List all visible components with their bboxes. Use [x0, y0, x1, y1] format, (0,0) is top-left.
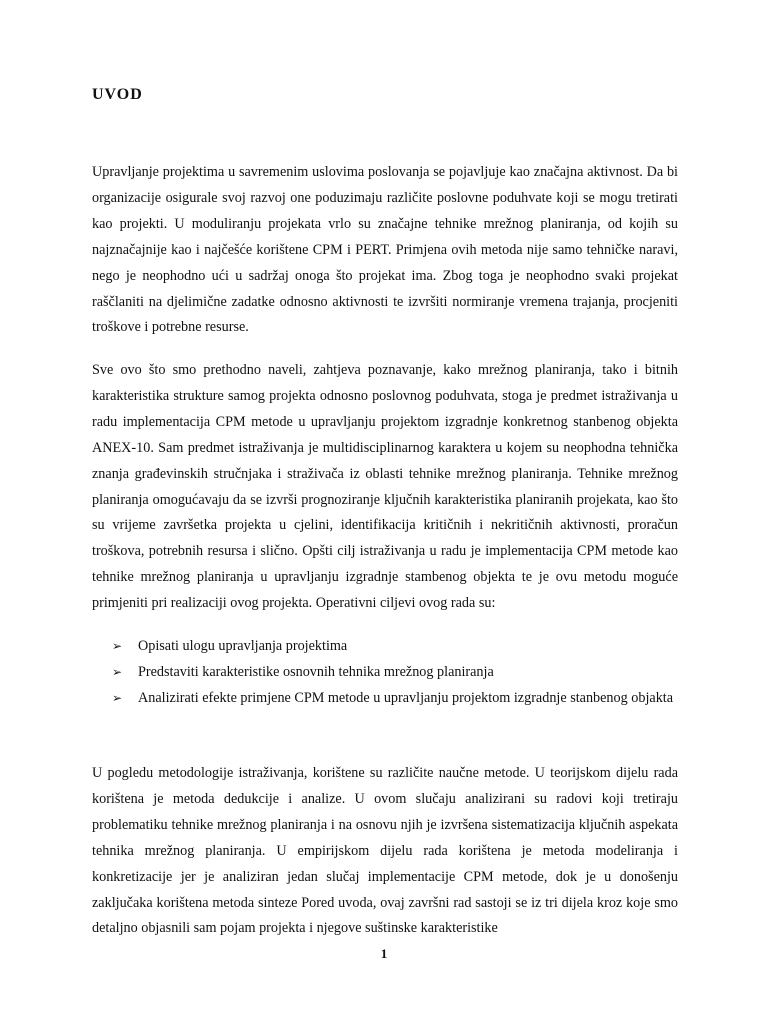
paragraph-subject: Sve ovo što smo prethodno naveli, zahtjeva poznavanje, kako mrežnog planiranja, tako i bitnih karakteristika strukture samog projekta odnosno poslovnog poduhvata, stoga je predmet istraživanja u radu implementacija CPM metode u upravljanju projektom izgradnje konkretnog stanbenog objekta ANEX-10. Sam predmet istraživanja je multidisciplinarnog karaktera u kojem su neophodna tehnička znanja građevinskih stručnjaka i straživača iz oblasti tehnike mrežnog planiranja. Tehnike mrežnog planiranja omogućavaju da se izvrši prognoziranje ključnih karakteristika planiranih projekata, kao što su vrijeme završetka projekta u cjelini, identifikacija kritičnih i nekritičnih aktivnosti, proračun troškova, potrebnih resursa i slično. Opšti cilj istraživanja u radu je implementacija CPM metode kao tehnike mrežnog planiranja u upravljanju izgradnje stambenog objekta te je ovu metodu moguće primjeniti pri realizaciji ovog projekta. Operativni ciljevi ovog rada su:	[92, 362, 678, 612]
list-item	[92, 660, 678, 686]
list-item-text: Analizirati efekte primjene CPM metode u upravljanju projektom izgradnje stanbenog objakta	[138, 689, 674, 706]
page-heading: UVOD	[92, 86, 143, 103]
list-item	[92, 686, 678, 712]
page-number: 1	[380, 946, 388, 961]
arrow-bullet-icon: ➢	[112, 690, 123, 705]
paragraph-methodology: U pogledu metodologije istraživanja, korištene su različite naučne metode. U teorijskom dijelu rada korištena je metoda dedukcije i analize. U ovom slučaju analizirani su radovi koji tretiraju problematiku tehnike mrežnog planiranja i na osnovu njih je izvršena sistematizacija ključnih aspekata tehnika mrežnog planiranja. U empirijskom dijelu rada korištena je metoda modeliranja i konkretizacije jer je analiziran jedan slučaj implementacije CPM metode, dok je u donošenju zaključaka korištena metoda sinteze Pored uvoda, ovaj završni rad sastoji se iz tri dijela kroz koje smo detaljno objasnili sam pojam projekta i njegove suštinske karakteristike	[92, 765, 678, 937]
list-item-text: Predstaviti karakteristike osnovnih tehnika mrežnog planiranja	[138, 663, 494, 680]
list-item-text: Opisati ulogu upravljanja projektima	[138, 638, 348, 654]
objectives-list	[92, 634, 678, 712]
list-item	[92, 634, 678, 660]
arrow-bullet-icon: ➢	[112, 664, 123, 679]
paragraph-intro: Upravljanje projektima u savremenim uslovima poslovanja se pojavljuje kao značajna aktivnost. Da bi organizacije osigurale svoj razvoj one poduzimaju različite poslovne poduhvate koji se mogu tretirati kao projekti. U moduliranju projekata vrlo su značajne tehnike mrežnog planiranja, od kojih su najznačajnije kao i najčešće korištene CPM i PERT. Primjena ovih metoda nije samo tehničke naravi, nego je neophodno ući u sadržaj onoga što projekat ima. Zbog toga je neophodno svaki projekat raščlaniti na djelimične zadatke odnosno aktivnosti te izvršiti normiranje vremena trajanja, procjeniti troškove i potrebne resurse.	[92, 164, 678, 336]
arrow-bullet-icon: ➢	[112, 639, 123, 653]
